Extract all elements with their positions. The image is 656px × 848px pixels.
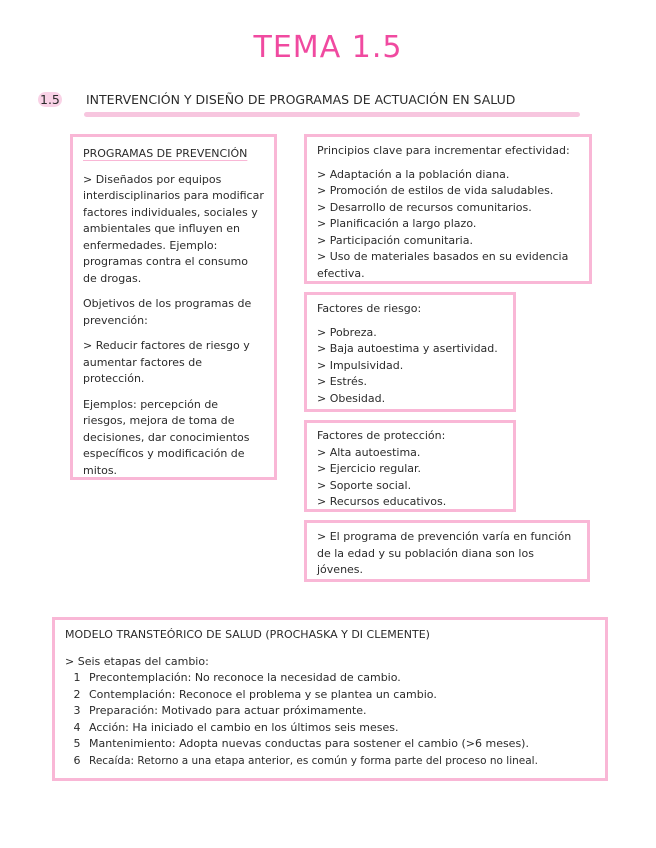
etapa-item xyxy=(65,720,595,737)
etapa-text: Mantenimiento: Adopta nuevas conductas para sostener el cambio (>6 meses). xyxy=(89,737,529,750)
principio-item: > Promoción de estilos de vida saludables. xyxy=(317,184,554,197)
etapa-item xyxy=(65,753,595,770)
riesgo-item: > Estrés. xyxy=(317,375,367,388)
modelo-box xyxy=(52,617,608,781)
principios-box xyxy=(304,134,592,284)
riesgo-item: > Impulsividad. xyxy=(317,358,404,372)
etapa-number: 6 xyxy=(73,753,81,767)
etapa-text: Precontemplación: No reconoce la necesidad de cambio. xyxy=(89,671,401,684)
riesgo-box xyxy=(304,292,516,412)
principio-item: > Participación comunitaria. xyxy=(317,233,473,247)
principio-item: > Desarrollo de recursos comunitarios. xyxy=(317,200,532,214)
riesgo-item: > Obesidad. xyxy=(317,391,386,405)
nota-text: > El programa de prevención varía en función de la edad y su población diana son los jóvenes. xyxy=(317,530,572,576)
prevencion-box xyxy=(70,134,277,480)
objetivos-item: > Reducir factores de riesgo y aumentar factores de protección. xyxy=(83,339,250,385)
proteccion-item: > Soporte social. xyxy=(317,478,412,492)
etapa-text: Acción: Ha iniciado el cambio en los últimos seis meses. xyxy=(89,720,399,734)
etapa-text: Contemplación: Reconoce el problema y se plantea un cambio. xyxy=(89,687,437,701)
section-title: INTERVENCIÓN Y DISEÑO DE PROGRAMAS DE ACTUACIÓN EN SALUD xyxy=(86,92,516,107)
etapa-number: 3 xyxy=(73,704,81,717)
proteccion-item: > Ejercicio regular. xyxy=(317,462,422,475)
etapa-item xyxy=(65,736,595,753)
etapa-item xyxy=(65,687,595,704)
proteccion-box xyxy=(304,420,516,512)
page-title: TEMA 1.5 xyxy=(253,30,403,65)
riesgo-item: > Baja autoestima y asertividad. xyxy=(317,342,498,355)
principio-item: > Uso de materiales basados en su evidencia efectiva. xyxy=(317,250,569,280)
section-number: 1.5 xyxy=(40,92,60,107)
section-header xyxy=(38,92,548,114)
ejemplos-text: Ejemplos: percepción de riesgos, mejora de toma de decisiones, dar conocimientos específicos y modificación de mitos. xyxy=(83,397,250,477)
etapa-item xyxy=(65,703,595,720)
etapa-number: 4 xyxy=(73,720,81,734)
nota-box xyxy=(304,520,590,582)
section-underline xyxy=(84,112,580,117)
principios-heading: Principios clave para incrementar efectividad: xyxy=(317,144,570,157)
riesgo-heading: Factores de riesgo: xyxy=(317,302,422,315)
riesgo-item: > Pobreza. xyxy=(317,325,377,339)
modelo-heading: MODELO TRANSTEÓRICO DE SALUD (PROCHASKA Y DI CLEMENTE) xyxy=(65,628,430,641)
etapa-text: Preparación: Motivado para actuar próximamente. xyxy=(89,704,367,717)
proteccion-item: > Recursos educativos. xyxy=(317,495,447,508)
etapa-text: Recaída: Retorno a una etapa anterior, es común y forma parte del proceso no lineal. xyxy=(89,754,538,767)
proteccion-item: > Alta autoestima. xyxy=(317,445,421,459)
etapa-number: 1 xyxy=(73,671,81,684)
modelo-intro: > Seis etapas del cambio: xyxy=(65,654,209,668)
prevencion-heading: PROGRAMAS DE PREVENCIÓN xyxy=(83,147,248,160)
etapa-item xyxy=(65,670,595,687)
proteccion-heading: Factores de protección: xyxy=(317,429,446,442)
principio-item: > Planificación a largo plazo. xyxy=(317,217,477,230)
prevencion-desc: > Diseñados por equipos interdisciplinarios para modificar factores individuales, sociales y ambientales que influyen en enfermedades. Ejemplo: programas contra el consumo de drogas. xyxy=(83,172,264,285)
objetivos-label: Objetivos de los programas de prevención: xyxy=(83,297,252,327)
etapa-number: 5 xyxy=(73,737,81,750)
etapa-number: 2 xyxy=(73,687,81,701)
principio-item: > Adaptación a la población diana. xyxy=(317,167,510,181)
